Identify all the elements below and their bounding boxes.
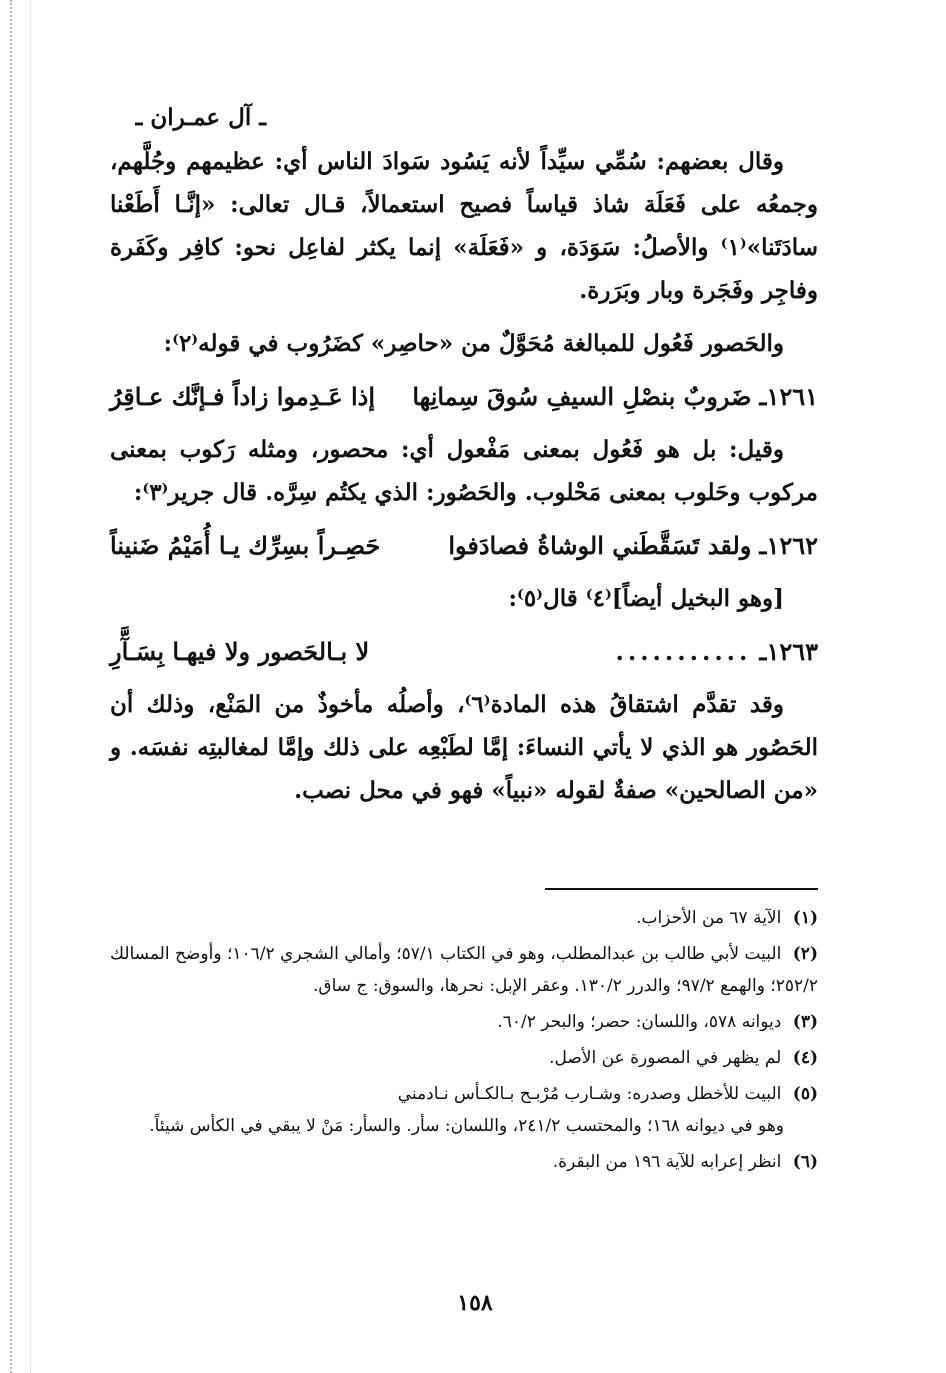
footnote-text: لم يظهر في المصورة عن الأصل. <box>549 1048 782 1068</box>
paragraph: وقال بعضهم: سُمِّي سيِّداً لأنه يَسُود سَوادَ الناس أي: عظيمهم وجُلَّهم، وجمعُه على فَعَلَة شاذ قياساً فصيح استعمالاً، قـال تعالى: «إنَّـا أَطَعْنا سادَتَنا»⁽١⁾ والأصلُ: سَوَدَة، و «فَعَلَة» إنما يكثر لفاعِل نحو: كافِر وكَفَرة وفاجِر وفَجَرة وبار وبَرَرة. <box>110 148 818 304</box>
verse-number: ١٢٦٢ـ <box>759 531 818 560</box>
verse-first-half: ولقد تَسَقَّطَني الوشاةُ فصادَفوا <box>448 531 752 560</box>
paragraph: وقيل: بل هو فَعُول بمعنى مَفْعول أي: محصور، ومثله رَكوب بمعنى مركوب وحَلوب بمعنى مَحْلوب. والحَصُور: الذي يكتُم سِرَّه. قال جرير⁽٣⁾: <box>110 436 818 506</box>
footnote-marker: (٤) <box>792 1048 818 1068</box>
footnote-marker: (٦) <box>792 1152 818 1172</box>
footnote <box>110 1006 818 1038</box>
scan-edge-dots <box>10 0 12 1373</box>
footnote-separator <box>545 888 818 890</box>
footnote-text: البيت للأخطل وصدره: وشـارب مُرْبـح بـالكـأس نـادمني <box>397 1084 782 1104</box>
verse-line <box>110 524 818 567</box>
footnote-marker: (١) <box>792 908 818 928</box>
paragraph: والحَصور فَعُول للمبالغة مُحَوَّلٌ من «حاصِر» كضَرُوب في قوله⁽٢⁾: <box>163 330 784 357</box>
verse-line <box>110 375 818 418</box>
page-number: ١٥٨ <box>457 1290 493 1316</box>
footnote <box>110 938 818 1002</box>
footnote <box>110 1146 818 1178</box>
footnote-marker: (٣) <box>792 1012 818 1032</box>
paragraph: وقد تقدَّم اشتقاقُ هذه المادة⁽٦⁾، وأصلُه مأخوذٌ من المَنْع، وذلك أن الحَصُور هو الذي لا يأتي النساءَ: إمَّا لطَبْعِه على ذلك وإمَّا لمغالبتِه نفسَه. و «من الصالحين» صفةٌ لقوله «نبياً» فهو في محل نصب. <box>110 691 818 804</box>
footnote-marker: (٥) <box>792 1084 818 1104</box>
main-text <box>110 140 818 822</box>
verse-second-half: لا بـالحَصور ولا فيهـا بِسَـآَّرِ <box>110 637 370 666</box>
footnotes <box>110 902 818 1182</box>
footnote-continuation: وهو في ديوانه ١٦٨؛ والمحتسب ٢٤١/٢، واللسان: سأر. والسأر: مَنْ لا يبقي في الكأس شيئاً. <box>149 1116 784 1136</box>
footnote <box>110 902 818 934</box>
verse-first-half-omitted: ........... <box>615 637 752 666</box>
paragraph: [وهو البخيل أيضاً]⁽٤⁾ قال⁽٥⁾: <box>508 585 784 612</box>
footnote <box>110 1042 818 1074</box>
footnote-text: البيت لأبي طالب بن عبدالمطلب، وهو في الكتاب ٥٧/١؛ وأمالي الشجري ١٠٦/٢؛ وأوضح المسالك ٢٥٢/٢؛ والهمع ٩٧/٢؛ والدرر ١٣٠/٢. وعقر الإبل: نحرها، والسوق: ج ساق. <box>110 944 818 996</box>
verse-number: ١٢٦٣ـ <box>759 637 818 666</box>
verse-first-half: ضَروبٌ بنصْلِ السيفِ سُوقَ سِمانِها <box>412 382 752 411</box>
footnote <box>110 1078 818 1142</box>
footnote-text: الآية ٦٧ من الأحزاب. <box>636 908 782 928</box>
footnote-marker: (٢) <box>792 944 818 964</box>
verse-second-half: إذا عَـدِموا زاداً فـإنَّك عـاقِرُ <box>110 382 376 411</box>
verse-number: ١٢٦١ـ <box>759 382 818 411</box>
footnote-text: ديوانه ٥٧٨، واللسان: حصر؛ والبحر ٦٠/٢. <box>497 1012 782 1032</box>
footnote-text: انظر إعرابه للآية ١٩٦ من البقرة. <box>552 1152 782 1172</box>
running-header: ـ آل عمـران ـ <box>135 104 266 131</box>
verse-second-half: حَصِـراً بسِرِّك يـا أُمَيْمُ ضَنيناً <box>110 531 381 560</box>
verse-line <box>110 630 818 673</box>
scan-edge-dots-inner <box>30 0 31 1373</box>
